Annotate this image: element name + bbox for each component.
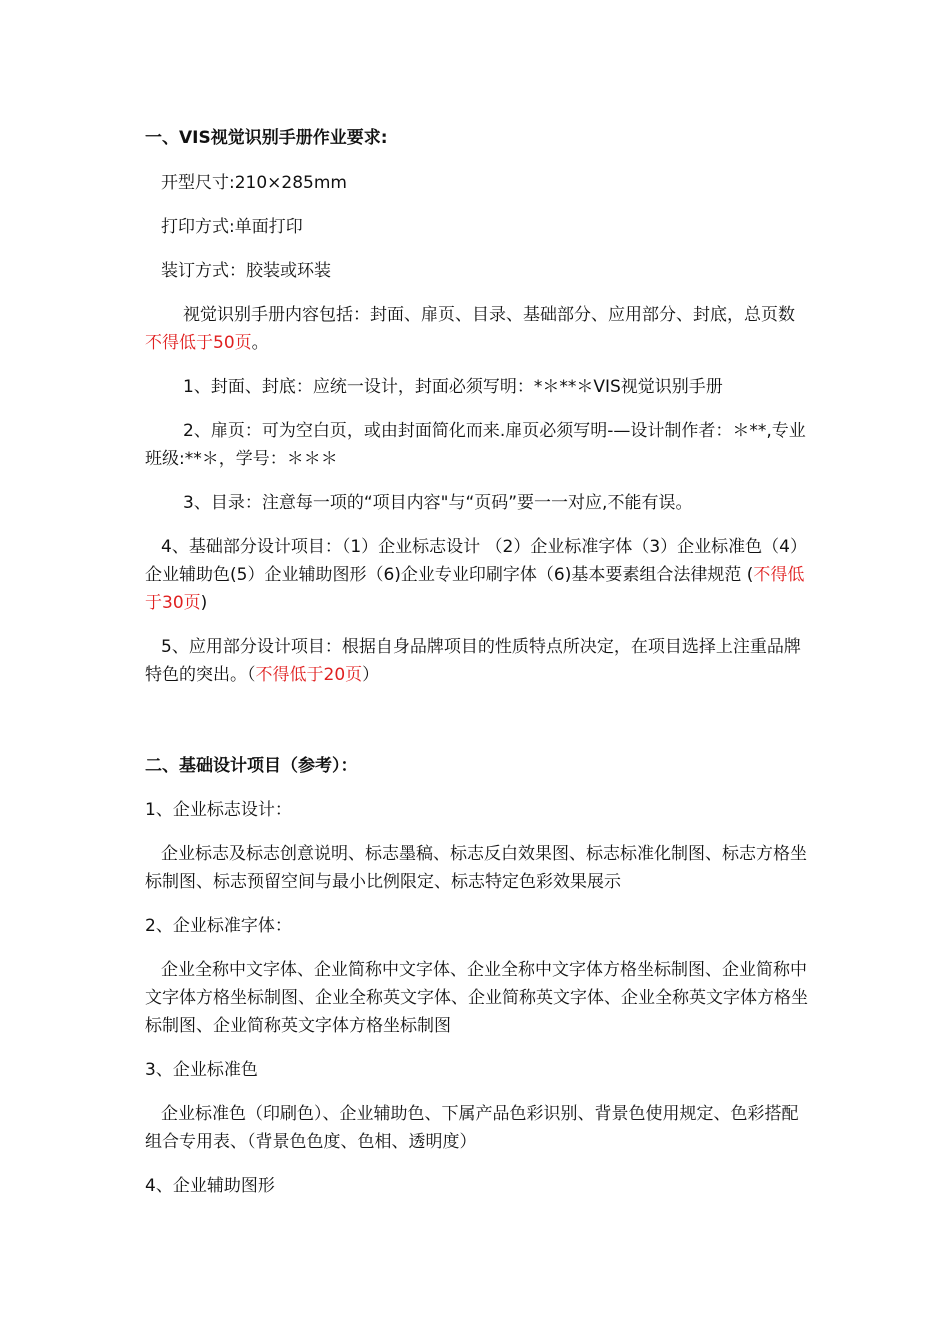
standard-font-body: 企业全称中文字体、企业简称中文字体、企业全称中文字体方格坐标制图、企业简称中文字体方格坐标制图、企业全称英文字体、企业简称英文字体、企业全称英文字体方格坐标制图、企业简称英文字体方格坐标制图 (145, 960, 808, 1036)
item-title-page: 2、扉页：可为空白页，或由封面简化而来.扉页必须写明-—设计制作者：＊**,专业班级:**＊，学号：＊＊＊ (145, 421, 806, 469)
auxiliary-graphics-title: 4、企业辅助图形 (145, 1176, 275, 1196)
size-line: 开型尺寸:210×285mm (161, 173, 347, 193)
item-application-requirement: 不得低于20页 (255, 665, 363, 685)
print-line: 打印方式:单面打印 (161, 217, 303, 237)
item-application (145, 633, 810, 689)
item-basic (145, 533, 810, 617)
logo-design-body: 企业标志及标志创意说明、标志墨稿、标志反白效果图、标志标准化制图、标志方格坐标制图、标志预留空间与最小比例限定、标志特定色彩效果展示 (145, 844, 807, 892)
standard-color-body: 企业标准色（印刷色）、企业辅助色、下属产品色彩识别、背景色使用规定、色彩搭配组合专用表、（背景色色度、色相、透明度） (145, 1104, 799, 1152)
section2-heading: 二、基础设计项目（参考）： (145, 756, 358, 776)
contents-requirement: 不得低于50页 (145, 333, 252, 353)
contents-text: 视觉识别手册内容包括：封面、扉页、目录、基础部分、应用部分、封底，总页数 (183, 305, 795, 325)
item-basic-requirement: 不得低于30页 (145, 565, 805, 613)
item-basic-text: 4、基础部分设计项目：（1）企业标志设计 （2）企业标准字体（3）企业标准色（4）企业辅助色(5）企业辅助图形（6)企业专业印刷字体（6)基本要素组合法律规范 ( (145, 537, 807, 585)
standard-font-title: 2、企业标准字体： (145, 916, 292, 936)
item-toc: 3、目录：注意每一项的“项目内容"与“页码”要一一对应,不能有误。 (183, 493, 693, 513)
item-basic-end: ) (200, 593, 208, 613)
contents-paragraph (145, 301, 810, 357)
item-cover: 1、封面、封底：应统一设计，封面必须写明：*＊**＊VIS视觉识别手册 (183, 377, 723, 397)
document-body (145, 124, 810, 1200)
contents-end: 。 (251, 333, 269, 353)
binding-line: 装订方式：胶装或环装 (161, 261, 331, 281)
item-application-end: ） (362, 665, 380, 685)
section1-heading: 一、VIS视觉识别手册作业要求: (145, 128, 388, 148)
standard-color-title: 3、企业标准色 (145, 1060, 258, 1080)
logo-design-title: 1、企业标志设计： (145, 800, 292, 820)
item-application-text: 5、应用部分设计项目：根据自身品牌项目的性质特点所决定，在项目选择上注重品牌特色的突出。（ (145, 637, 801, 685)
